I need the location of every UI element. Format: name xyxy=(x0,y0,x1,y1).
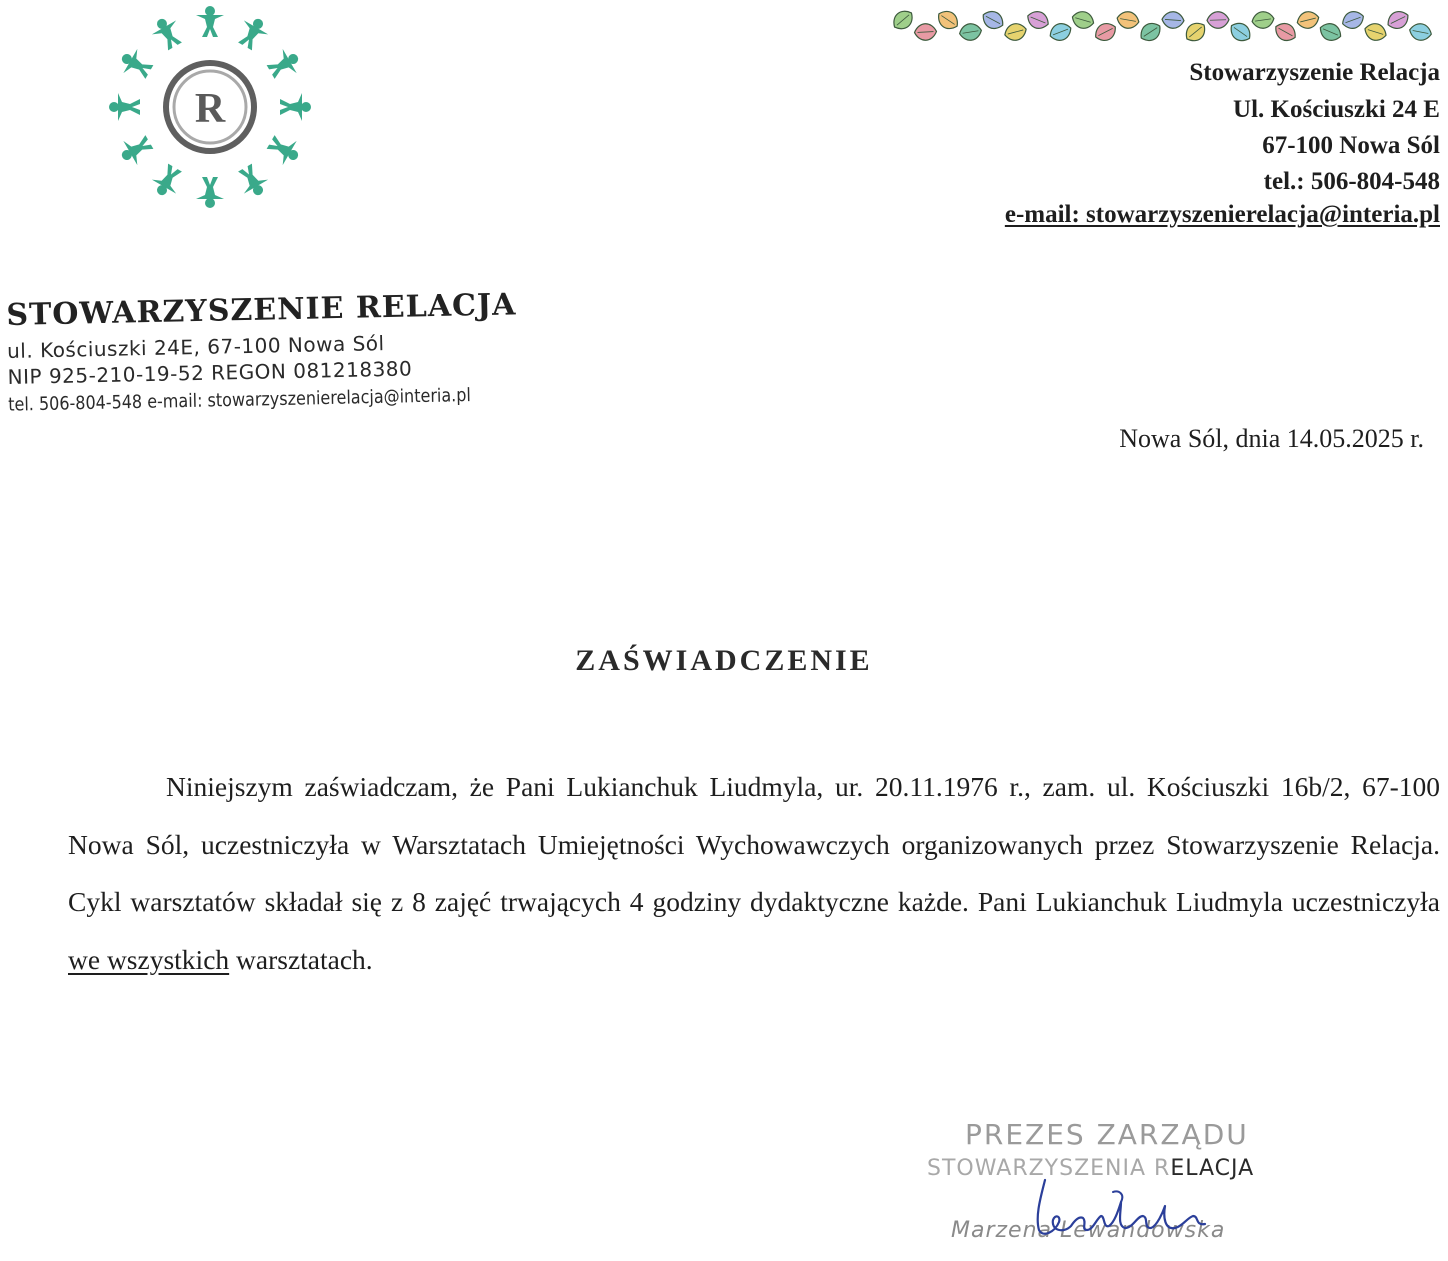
logo-figure xyxy=(264,130,305,170)
logo-figure xyxy=(147,13,187,54)
certificate-body xyxy=(68,758,1440,988)
organization-logo xyxy=(100,2,320,214)
signature-stamp-title: PREZES ZARZĄDU xyxy=(965,1118,1249,1151)
logo-figure xyxy=(196,177,224,208)
stamp-address: ul. Kościuszki 24E, 67-100 Nowa Sól xyxy=(6,331,385,363)
decorative-leaf-border xyxy=(893,4,1445,50)
header-line-city: 67-100 Nowa Sól xyxy=(1262,132,1440,159)
leaf-shape xyxy=(893,7,917,34)
body-text-underlined: we wszystkich xyxy=(68,943,230,975)
header-line-street: Ul. Kościuszki 24 E xyxy=(1233,96,1440,123)
organization-stamp xyxy=(6,287,517,416)
stamp-ids: NIP 925-210-19-52 REGON 081218380 xyxy=(7,356,413,389)
logo-figure xyxy=(233,13,273,54)
logo-letter: R xyxy=(194,86,226,132)
signature-stamp-name: Marzena Lewandowska xyxy=(951,1218,1226,1243)
logo-figure xyxy=(116,44,157,84)
body-text-end: warsztatach. xyxy=(229,943,373,975)
logo-figure xyxy=(196,6,224,37)
header-line-phone: tel.: 506-804-548 xyxy=(1263,168,1440,195)
logo-figure xyxy=(280,93,311,121)
logo-figure xyxy=(116,130,157,170)
signature-stamp-org-faded: STOWARZYSZENIA R xyxy=(927,1156,1171,1181)
leaf-vein xyxy=(1210,20,1226,21)
header-email: e-mail: stowarzyszenierelacja@interia.pl xyxy=(1004,201,1440,228)
signature-stamp-org-dark: ELACJA xyxy=(1170,1156,1255,1181)
body-text-main: Niniejszym zaświadczam, że Pani Lukianchuk Liudmyla, ur. 20.11.1976 r., zam. ul. Kościuszki 16b/2, 67-100 Nowa Sól, uczestniczyła w Warsztatach Umiejętności Wychowawczych organizowanych przez Stowarzyszenie Relacja. Cykl warsztatów składał się z 8 zajęć trwających 4 godziny dydaktyczne każde. Pani Lukianchuk Liudmyla uczestniczyła xyxy=(68,771,1440,917)
handwritten-signature xyxy=(1015,1172,1215,1242)
signature-block xyxy=(905,1118,1325,1258)
logo-figure xyxy=(264,44,305,84)
document-date: Nowa Sól, dnia 14.05.2025 r. xyxy=(1119,424,1424,453)
document-title: ZAŚWIADCZENIE xyxy=(575,644,873,677)
logo-figure xyxy=(233,161,273,202)
logo-figure xyxy=(109,93,140,121)
stamp-title: STOWARZYSZENIE RELACJA xyxy=(6,287,517,333)
logo-figure xyxy=(147,161,187,202)
header-line-org: Stowarzyszenie Relacja xyxy=(1189,59,1440,86)
stamp-contact: tel. 506-804-548 e-mail: stowarzyszenierelacja@interia.pl xyxy=(7,383,472,416)
